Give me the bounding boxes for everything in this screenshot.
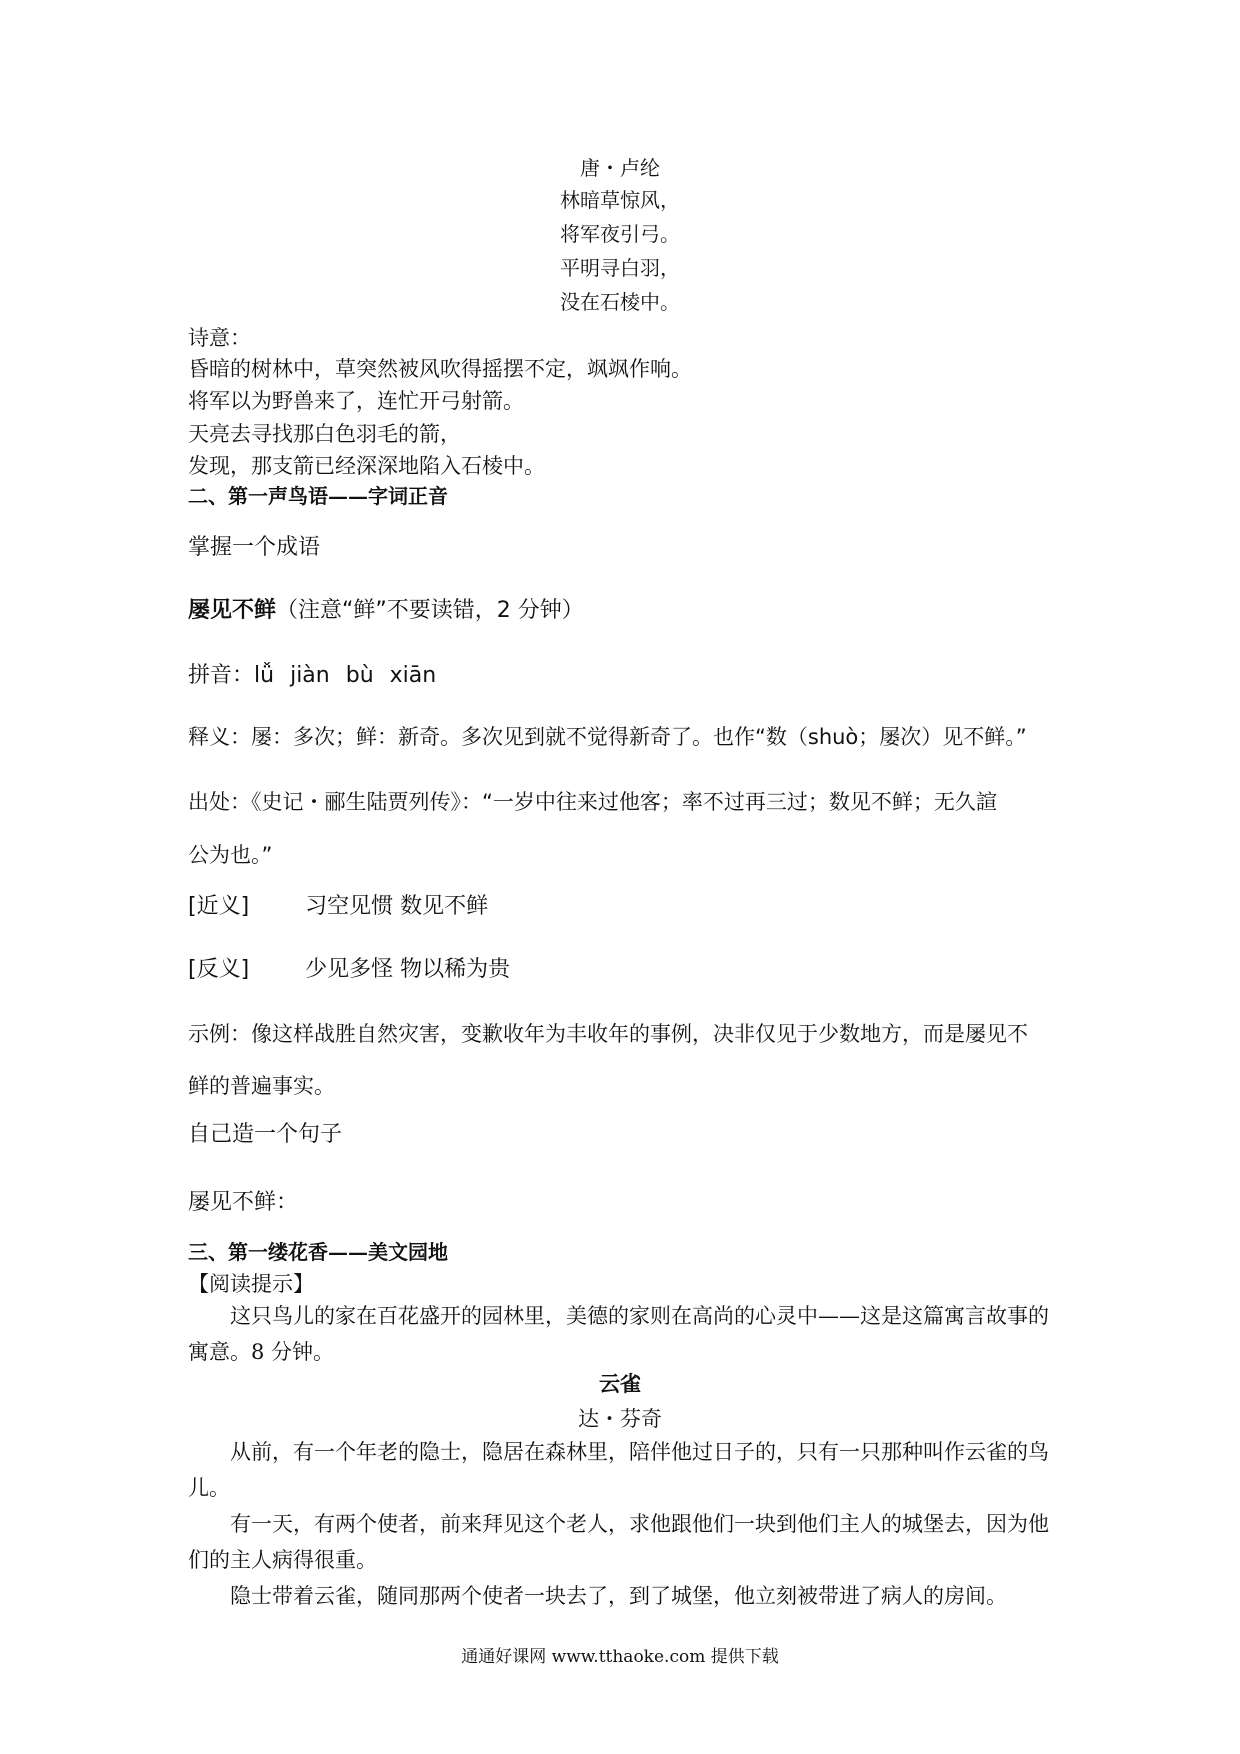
synonym-line [188,889,488,920]
pinyin-label: 拼音： [188,663,255,688]
poem-line-2: 将军夜引弓。 [560,222,680,246]
pinyin-syllable-1: lǚ [254,663,275,688]
reading-tip-label: 【阅读提示】 [188,1272,314,1296]
pinyin-syllable-2: jiàn [290,663,330,688]
sentence-prompt: 屡见不鲜： [188,1190,299,1215]
poem-author: 唐・卢纶 [580,156,660,180]
example-label: 示例： [188,1022,251,1046]
source-line-2: 公为也。” [188,843,273,867]
poem-line-4: 没在石棱中。 [560,290,680,314]
idiom-note: （注意“鲜”不要读错，2 分钟） [276,598,584,623]
meaning-line-3: 天亮去寻找那白色羽毛的箭， [188,422,461,446]
definition-line [188,721,1027,751]
reading-tip-text: 这只鸟儿的家在百花盛开的园林里，美德的家则在高尚的心灵中——这是这篇寓言故事的寓意。8 分钟。 [188,1304,1049,1364]
story-author: 达・芬奇 [578,1407,662,1431]
section-2-heading: 二、第一声鸟语——字词正音 [188,484,448,508]
antonym-line [188,952,510,983]
antonym-label: [反义] [188,957,250,982]
synonym-text: 习空见惯 数见不鲜 [305,894,489,919]
poem-line-1: 林暗草惊风， [560,188,680,212]
idiom-line [188,593,584,624]
make-sentence-subtitle: 自己造一个句子 [188,1122,343,1147]
meaning-line-1: 昏暗的树林中，草突然被风吹得摇摆不定，飒飒作响。 [188,357,692,381]
poem-line-3: 平明寻白羽， [560,256,680,280]
story-paragraph-2: 有一天，有两个使者，前来拜见这个老人，求他跟他们一块到他们主人的城堡去，因为他们的主人病得很重。 [188,1512,1049,1572]
page-footer: 通通好课网 www.tthaoke.com 提供下载 [461,1647,779,1667]
story-title: 云雀 [599,1371,641,1396]
meaning-label: 诗意： [188,326,251,350]
idiom-word: 屡见不鲜 [188,598,277,623]
source-text-1: 《史记・郦生陆贾列传》：“一岁中往来过他客；率不过再三过；数见不鲜；无久諠 [251,790,997,814]
meaning-line-2: 将军以为野兽来了，连忙开弓射箭。 [188,389,524,413]
source-line-1 [188,786,997,816]
idiom-subtitle: 掌握一个成语 [188,535,321,560]
story-paragraph-3: 隐士带着云雀，随同那两个使者一块去了，到了城堡，他立刻被带进了病人的房间。 [230,1584,1007,1608]
example-line-1 [188,1018,1028,1048]
example-text-1: 像这样战胜自然灾害，变歉收年为丰收年的事例，决非仅见于少数地方，而是屡见不 [251,1022,1028,1046]
definition-text: 屡：多次；鲜：新奇。多次见到就不觉得新奇了。也作“数（shuò；屡次）见不鲜。” [251,725,1027,749]
source-label: 出处： [188,790,251,814]
synonym-label: [近义] [188,894,250,919]
section-3-heading: 三、第一缕花香——美文园地 [188,1240,448,1264]
example-line-2: 鲜的普遍事实。 [188,1074,335,1098]
definition-label: 释义： [188,725,251,749]
pinyin-syllable-3: bù [345,663,374,688]
story-paragraph-1: 从前，有一个年老的隐士，隐居在森林里，陪伴他过日子的，只有一只那种叫作云雀的鸟儿。 [188,1440,1049,1500]
pinyin-syllable-4: xiān [389,663,437,688]
meaning-line-4: 发现，那支箭已经深深地陷入石棱中。 [188,454,545,478]
pinyin-line [188,658,436,689]
antonym-text: 少见多怪 物以稀为贵 [305,957,511,982]
